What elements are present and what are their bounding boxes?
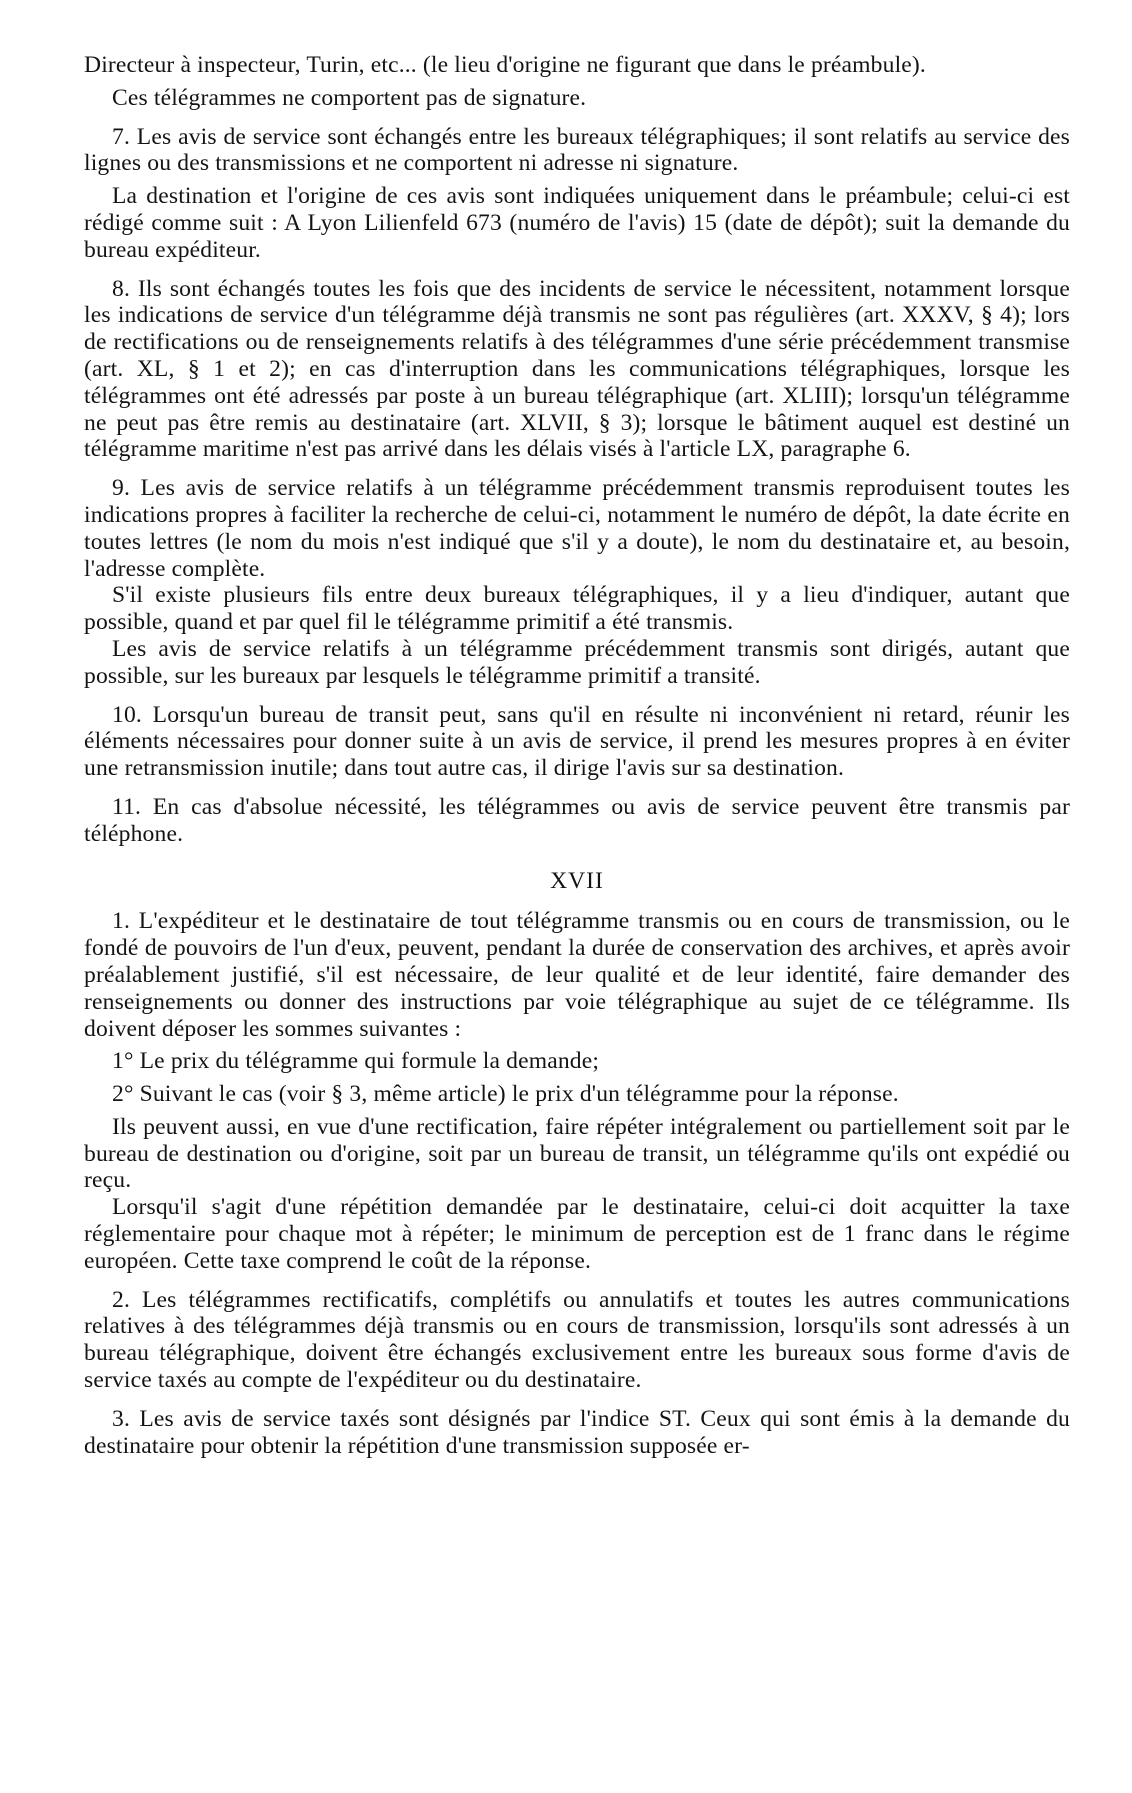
paragraph-article-7-preamble: La destination et l'origine de ces avis sont indiquées uniquement dans le préambule; celui-ci est rédigé comme suit : A Lyon Lilienfeld 673 (numéro de l'avis) 15 (date de dépôt); suit la demande du bureau expéditeur.: [84, 183, 1070, 263]
paragraph-xvii-1: 1. L'expéditeur et le destinataire de tout télégramme transmis ou en cours de transmission, ou le fondé de pouvoirs de l'un d'eux, peuvent, pendant la durée de conservation des archives, et après avoir préalablement justifié, s'il est nécessaire, de leur qualité et de leur identité, faire demander des renseignements ou donner des instructions par voie télégraphique au sujet de ce télégramme. Ils doivent déposer les sommes suivantes :: [84, 908, 1070, 1042]
paragraph-article-8: 8. Ils sont échangés toutes les fois que des incidents de service le nécessitent, notamment lorsque les indications de service d'un télégramme déjà transmis ne sont pas régulières (art. XXXV, § 4); lors de rectifications ou de renseignements relatifs à des télégrammes d'une série précédemment transmise (art. XL, § 1 et 2); en cas d'interruption dans les communications télégraphiques, lorsque les télégrammes ont été adressés par poste à un bureau télégraphique (art. XLIII); lorsqu'un télégramme ne peut pas être remis au destinataire (art. XLVII, § 3); lorsque le bâtiment auquel est destiné un télégramme maritime n'est pas arrivé dans les délais visés à l'article LX, paragraphe 6.: [84, 275, 1070, 463]
paragraph-article-11: 11. En cas d'absolue nécessité, les télégrammes ou avis de service peuvent être transmis par téléphone.: [84, 793, 1070, 847]
paragraph-xvii-1-repetition: Ils peuvent aussi, en vue d'une rectification, faire répéter intégralement ou partiellement soit par le bureau de destination ou d'origine, soit par un bureau de transit, un télégramme qu'ils ont expédié ou reçu.: [84, 1113, 1070, 1194]
paragraph-article-10: 10. Lorsqu'un bureau de transit peut, sans qu'il en résulte ni inconvénient ni retard, réunir les éléments nécessaires pour donner suite à un avis de service, il prend les mesures propres à en éviter une retransmission inutile; dans tout autre cas, il dirige l'avis sur sa destination.: [84, 701, 1070, 782]
paragraph-no-signature: Ces télégrammes ne comportent pas de signature.: [112, 84, 587, 111]
list-item-first-sum: 1° Le prix du télégramme qui formule la demande;: [112, 1048, 600, 1075]
paragraph-xvii-2: 2. Les télégrammes rectificatifs, complétifs ou annulatifs et toutes les autres communications relatives à des télégrammes déjà transmis ou en cours de transmission, lorsqu'ils sont adressés à un bureau télégraphique, doivent être échangés exclusivement entre les bureaux sous forme d'avis de service taxés au compte de l'expéditeur ou du destinataire.: [84, 1286, 1070, 1394]
paragraph-article-9: 9. Les avis de service relatifs à un télégramme précédemment transmis reproduisent toutes les indications propres à faciliter la recherche de celui-ci, notamment le numéro de dépôt, la date écrite en toutes lettres (le nom du mois n'est indiqué que s'il y a doute), le nom du destinataire et, au besoin, l'adresse complète.: [84, 475, 1070, 582]
paragraph-xvii-3: 3. Les avis de service taxés sont désignés par l'indice ST. Ceux qui sont émis à la demande du destinataire pour obtenir la répétition d'une transmission supposée er-: [84, 1405, 1070, 1459]
paragraph-article-9-wires: S'il existe plusieurs fils entre deux bureaux télégraphiques, il y a lieu d'indiquer, autant que possible, quand et par quel fil le télégramme primitif a été transmis.: [84, 582, 1070, 636]
list-item-second-sum: 2° Suivant le cas (voir § 3, même article) le prix d'un télégramme pour la réponse.: [112, 1081, 899, 1108]
paragraph-xvii-1-fee: Lorsqu'il s'agit d'une répétition demandée par le destinataire, celui-ci doit acquitter la taxe réglementaire pour chaque mot à répéter; le minimum de perception est de 1 franc dans le régime européen. Cette taxe comprend le coût de la réponse.: [84, 1194, 1070, 1274]
paragraph-article-9-routing: Les avis de service relatifs à un télégramme précédemment transmis sont dirigés, autant que possible, sur les bureaux par lesquels le télégramme primitif a transité.: [84, 635, 1070, 689]
paragraph-article-7: 7. Les avis de service sont échangés entre les bureaux télégraphiques; il sont relatifs au service des lignes ou des transmissions et ne comportent ni adresse ni signature.: [84, 123, 1070, 177]
paragraph-preamble-continuation: Directeur à inspecteur, Turin, etc... (le lieu d'origine ne figurant que dans le préambule).: [84, 52, 926, 78]
document-page: [84, 52, 1070, 1459]
section-heading-xvii: XVII: [550, 867, 604, 894]
